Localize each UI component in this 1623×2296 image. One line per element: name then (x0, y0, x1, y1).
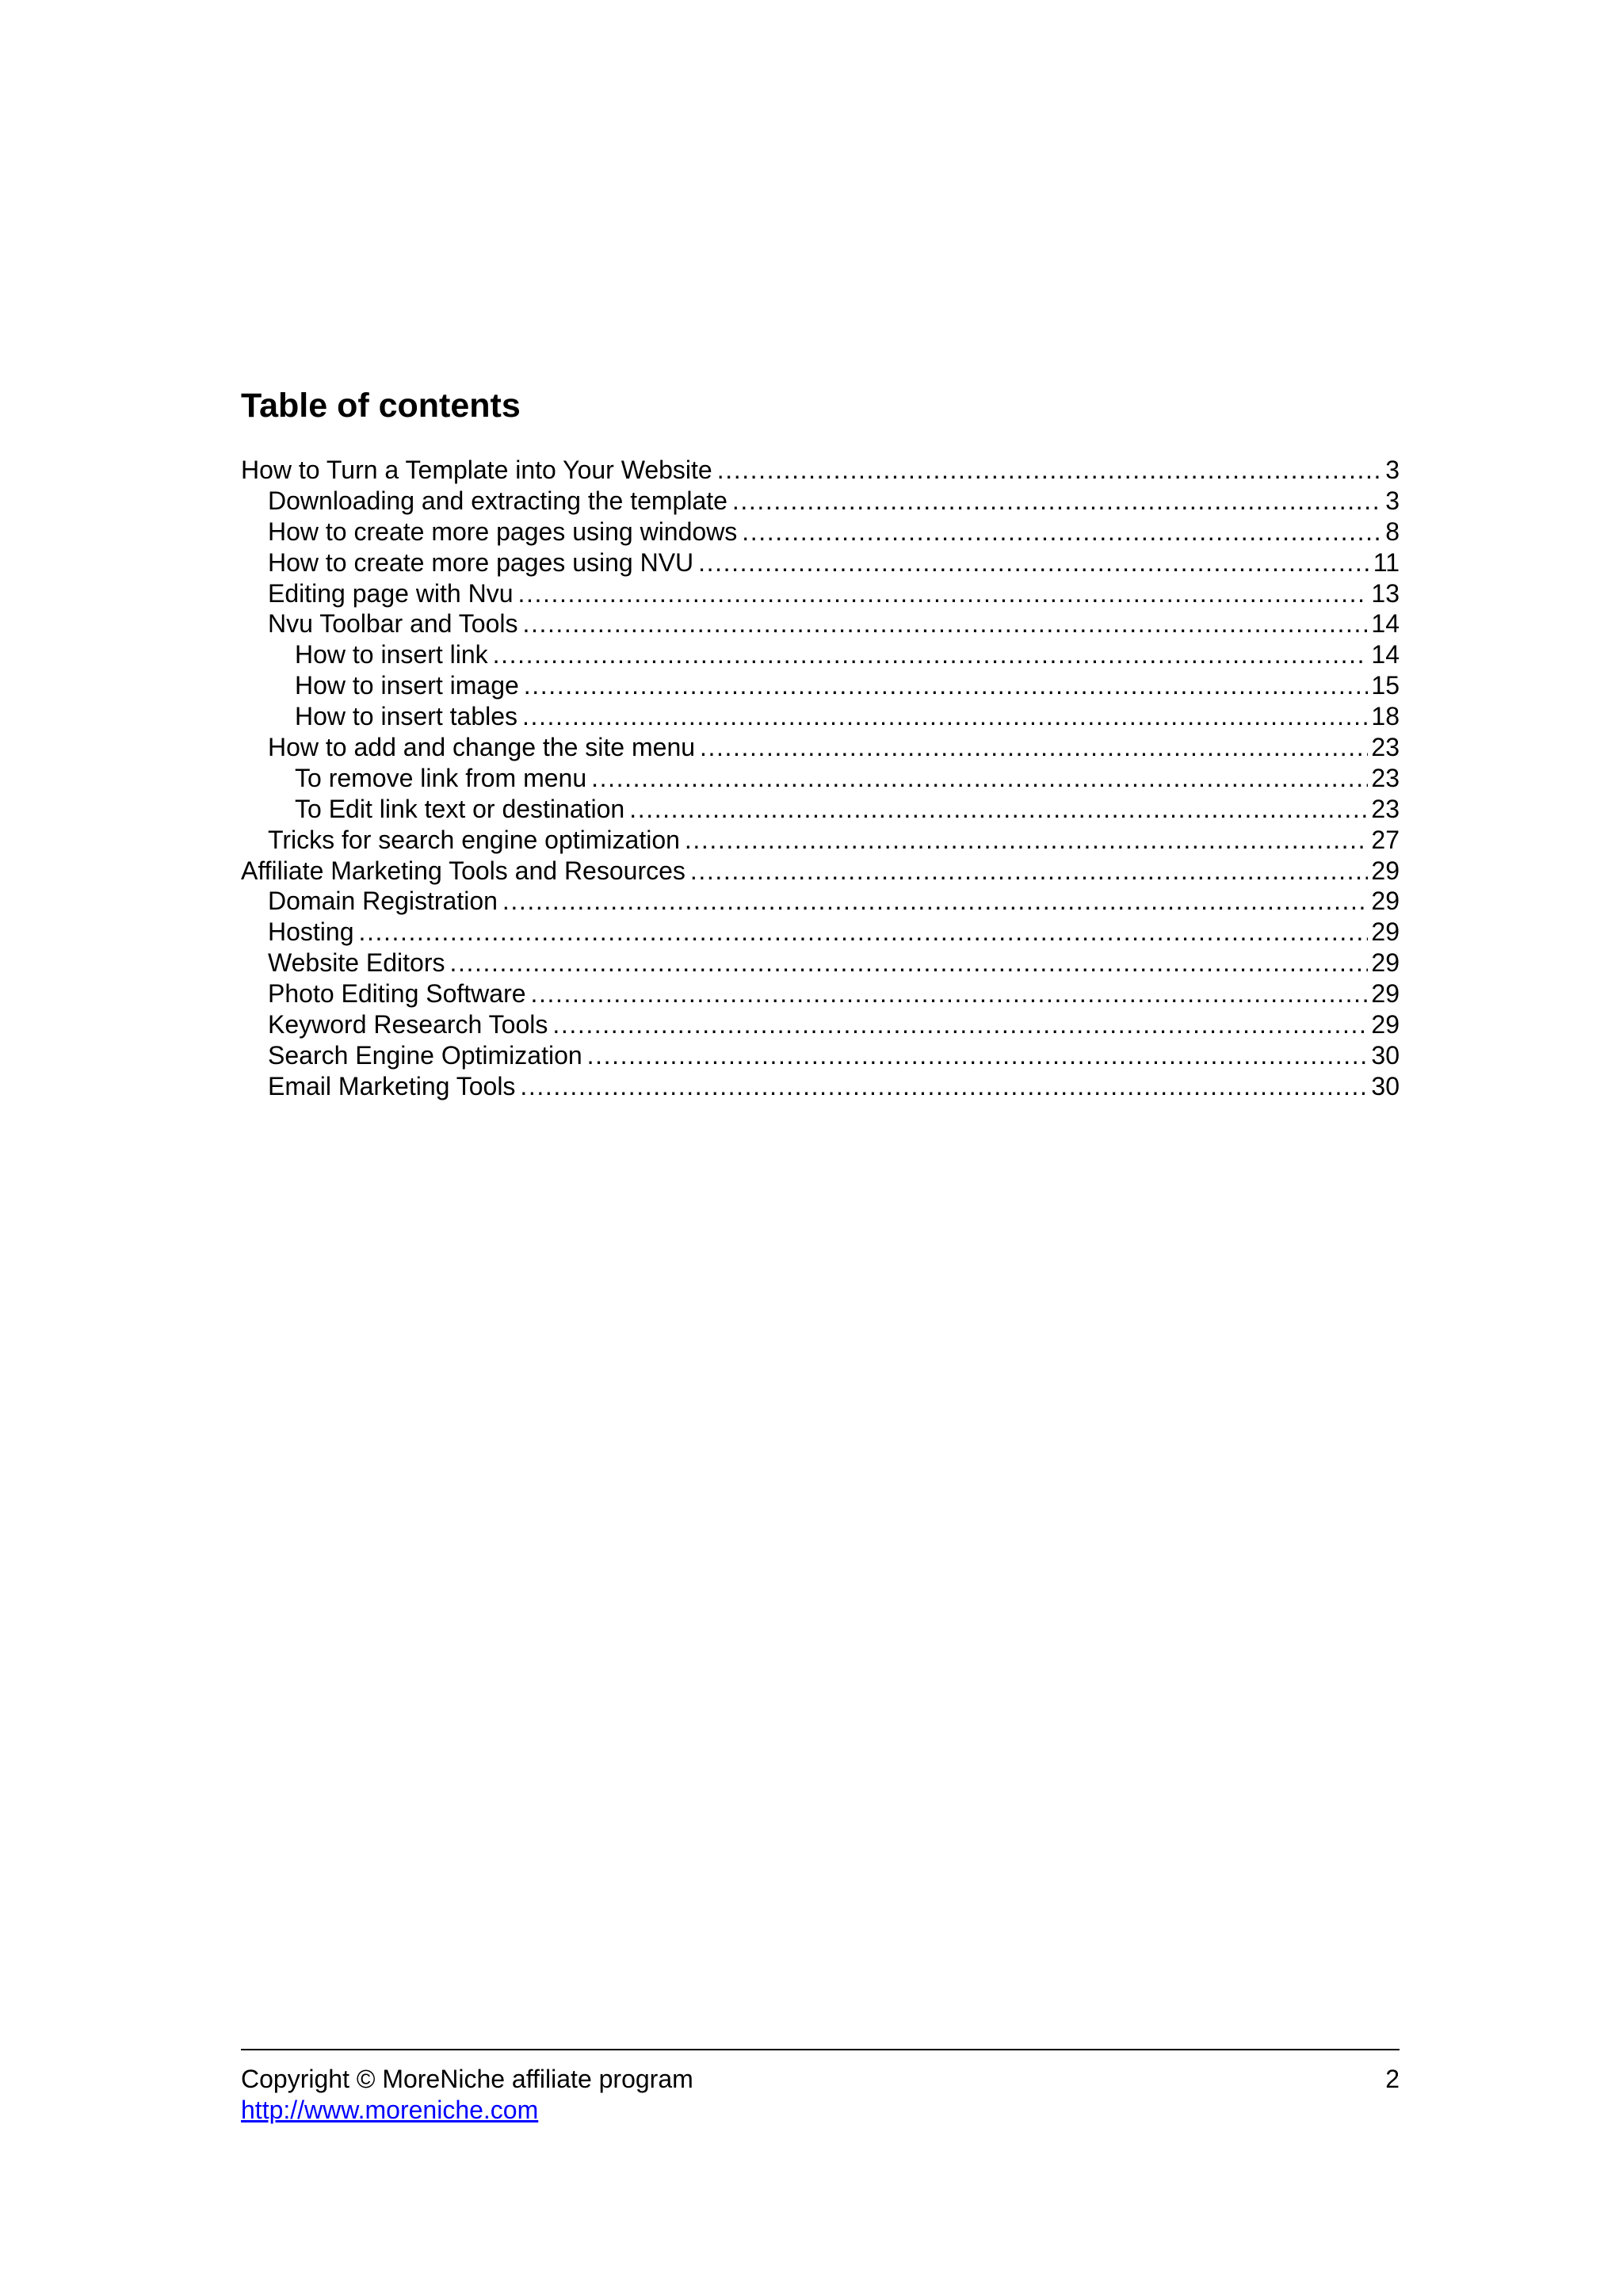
toc-entry-label: How to Turn a Template into Your Website (241, 456, 712, 484)
toc-leader-dots (502, 886, 1369, 917)
toc-entry-page: 29 (1371, 856, 1400, 885)
toc-entry-label: To remove link from menu (295, 763, 587, 792)
toc-leader-dots (591, 763, 1368, 794)
toc-leader-dots (700, 732, 1368, 763)
toc-entry-label: How to insert image (295, 671, 519, 700)
toc-entry[interactable] (241, 1071, 1400, 1102)
toc-entry[interactable] (241, 978, 1400, 1009)
toc-entry[interactable] (241, 701, 1400, 732)
toc-leader-dots (685, 825, 1368, 856)
toc-entry-label: Editing page with Nvu (268, 578, 514, 608)
toc-entry-page: 29 (1371, 917, 1400, 947)
toc-entry[interactable] (241, 948, 1400, 978)
toc-entry[interactable] (241, 486, 1400, 517)
toc-entry-label: Website Editors (268, 948, 445, 978)
toc-leader-dots (531, 978, 1369, 1009)
toc-leader-dots (520, 1071, 1368, 1102)
toc-entry-label: Affiliate Marketing Tools and Resources (241, 856, 685, 885)
toc-entry-label: Hosting (268, 917, 354, 947)
toc-entry-page: 14 (1371, 609, 1400, 639)
toc-entry-label: How to add and change the site menu (268, 733, 696, 762)
toc-entry[interactable] (241, 732, 1400, 763)
toc-entry[interactable] (241, 639, 1400, 670)
toc-list (241, 455, 1400, 1102)
toc-leader-dots (742, 517, 1382, 547)
toc-entry-label: Photo Editing Software (268, 979, 526, 1009)
toc-entry-page: 23 (1371, 794, 1400, 823)
toc-entry-label: How to insert link (295, 640, 488, 669)
toc-entry-label: How to create more pages using windows (268, 517, 738, 546)
toc-leader-dots (717, 455, 1382, 486)
toc-entry-page: 15 (1371, 671, 1400, 700)
toc-entry[interactable] (241, 825, 1400, 856)
toc-entry-page: 8 (1385, 517, 1400, 546)
toc-entry-page: 11 (1373, 547, 1400, 577)
toc-leader-dots (587, 1040, 1369, 1071)
toc-entry[interactable] (241, 856, 1400, 887)
footer-divider (241, 2049, 1400, 2050)
toc-entry[interactable] (241, 1009, 1400, 1040)
toc-title: Table of contents (241, 387, 521, 425)
toc-entry-page: 30 (1371, 1071, 1400, 1100)
toc-entry-label: Domain Registration (268, 887, 498, 916)
toc-entry[interactable] (241, 794, 1400, 825)
toc-entry[interactable] (241, 455, 1400, 486)
footer-copyright: Copyright © MoreNiche affiliate program (241, 2065, 693, 2093)
toc-entry-label: Email Marketing Tools (268, 1071, 516, 1100)
toc-entry-label: Tricks for search engine optimization (268, 825, 680, 854)
toc-entry-label: Downloading and extracting the template (268, 486, 727, 515)
toc-entry[interactable] (241, 886, 1400, 917)
toc-entry[interactable] (241, 917, 1400, 948)
toc-entry[interactable] (241, 547, 1400, 578)
toc-entry-label: Search Engine Optimization (268, 1040, 582, 1070)
toc-leader-dots (698, 547, 1370, 578)
toc-entry[interactable] (241, 517, 1400, 547)
toc-leader-dots (690, 856, 1369, 887)
toc-entry[interactable] (241, 1040, 1400, 1071)
toc-entry-label: Nvu Toolbar and Tools (268, 609, 518, 639)
toc-leader-dots (359, 917, 1369, 948)
toc-leader-dots (522, 608, 1368, 639)
toc-entry-page: 14 (1371, 640, 1400, 669)
toc-entry-page: 3 (1385, 486, 1400, 515)
toc-leader-dots (552, 1009, 1368, 1040)
toc-leader-dots (732, 486, 1382, 517)
toc-entry-page: 27 (1371, 825, 1400, 854)
toc-entry-page: 13 (1371, 578, 1400, 608)
toc-entry-page: 29 (1371, 1010, 1400, 1039)
toc-leader-dots (518, 578, 1369, 609)
toc-leader-dots (522, 701, 1368, 732)
toc-entry-page: 29 (1371, 979, 1400, 1009)
page-number: 2 (1385, 2065, 1400, 2093)
toc-entry-page: 23 (1371, 763, 1400, 792)
toc-entry-page: 30 (1371, 1040, 1400, 1070)
toc-entry-page: 29 (1371, 948, 1400, 978)
toc-entry-page: 3 (1385, 456, 1400, 484)
footer-website-link[interactable]: http://www.moreniche.com (241, 2096, 539, 2124)
toc-entry-page: 29 (1371, 887, 1400, 916)
toc-entry-label: How to create more pages using NVU (268, 547, 694, 577)
toc-entry[interactable] (241, 608, 1400, 639)
toc-entry-label: How to insert tables (295, 702, 518, 731)
toc-entry[interactable] (241, 763, 1400, 794)
toc-entry-page: 18 (1371, 702, 1400, 731)
toc-leader-dots (450, 948, 1369, 978)
toc-entry[interactable] (241, 578, 1400, 609)
toc-entry[interactable] (241, 670, 1400, 701)
toc-entry-label: Keyword Research Tools (268, 1010, 548, 1039)
toc-entry-page: 23 (1371, 733, 1400, 762)
toc-entry-label: To Edit link text or destination (295, 794, 625, 823)
toc-leader-dots (524, 670, 1369, 701)
toc-leader-dots (493, 639, 1369, 670)
toc-leader-dots (629, 794, 1368, 825)
